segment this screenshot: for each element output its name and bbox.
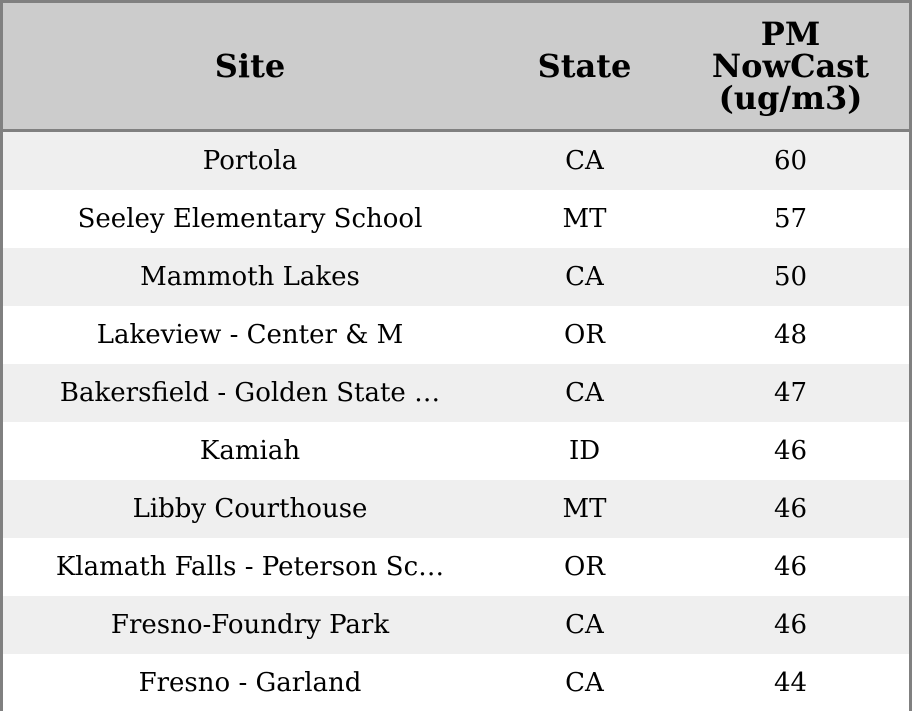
state-cell: CA [497,654,672,711]
state-cell: OR [497,538,672,596]
table-row [3,364,909,422]
pm-value-cell: 47 [672,364,909,422]
pm-value-cell: 57 [672,190,909,248]
table-row [3,596,909,654]
state-cell: CA [497,131,672,191]
table-row [3,538,909,596]
site-cell: Kamiah [3,422,497,480]
table-body [3,131,909,711]
pm-value-cell: 46 [672,422,909,480]
state-cell: CA [497,248,672,306]
pm-value-cell: 46 [672,596,909,654]
state-cell: CA [497,596,672,654]
table-row [3,131,909,191]
site-cell: Portola [3,131,497,191]
site-cell: Fresno - Garland [3,654,497,711]
table-row [3,306,909,364]
site-cell: Libby Courthouse [3,480,497,538]
header-row [3,3,909,131]
pm-nowcast-table [3,3,909,711]
header-site: Site [3,3,497,131]
table-row [3,190,909,248]
pm-value-cell: 60 [672,131,909,191]
state-cell: ID [497,422,672,480]
state-cell: OR [497,306,672,364]
pm-value-cell: 46 [672,538,909,596]
table-row [3,654,909,711]
site-cell: Klamath Falls - Peterson Sc… [3,538,497,596]
site-cell: Fresno-Foundry Park [3,596,497,654]
table-row [3,480,909,538]
header-state: State [497,3,672,131]
site-cell: Mammoth Lakes [3,248,497,306]
site-cell: Seeley Elementary School [3,190,497,248]
state-cell: MT [497,480,672,538]
table-row [3,422,909,480]
pm-value-cell: 50 [672,248,909,306]
site-cell: Bakersfield - Golden State … [3,364,497,422]
site-cell: Lakeview - Center & M [3,306,497,364]
table-row [3,248,909,306]
state-cell: MT [497,190,672,248]
pm-value-cell: 46 [672,480,909,538]
state-cell: CA [497,364,672,422]
pm-value-cell: 48 [672,306,909,364]
pm-value-cell: 44 [672,654,909,711]
header-pm-nowcast: PM NowCast (ug/m3) [672,3,909,131]
